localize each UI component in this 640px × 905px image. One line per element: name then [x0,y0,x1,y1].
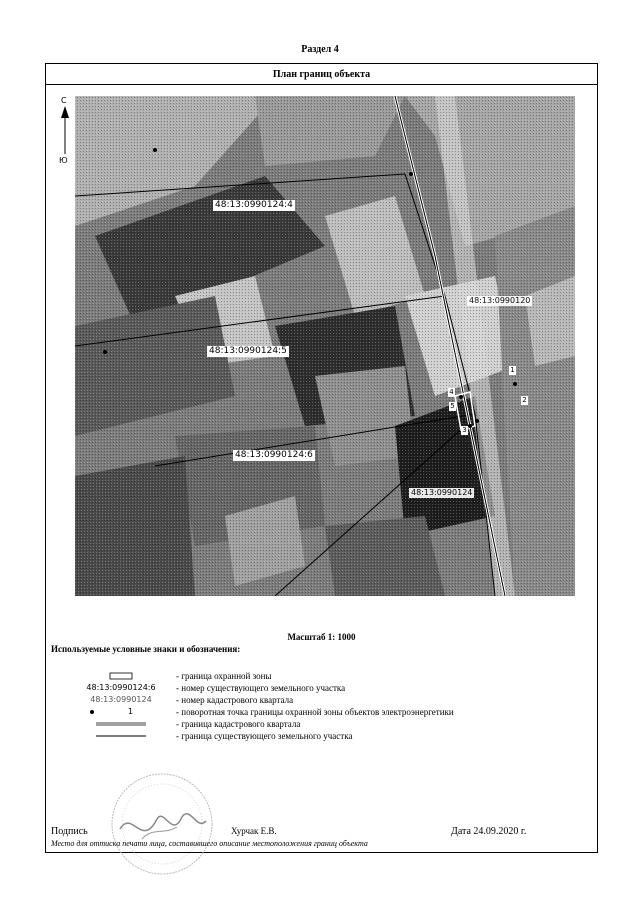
quarter-label: 48:13:0990124 [411,488,473,497]
turning-point-label: 4 [449,388,454,396]
parcel-boundary-symbol-icon [66,730,176,742]
legend-item-parcel-boundary [66,730,566,742]
plan-title: План границ объекта [46,64,597,85]
quarter-label: 48:13:0990120 [469,296,531,305]
signature-label: Подпись [51,826,88,837]
map-image [75,96,575,596]
compass [58,96,74,168]
stamp-seal-icon [102,769,222,879]
compass-north-label: С [61,96,67,105]
legend-symbol-quarter-number: 48:13:0990124 [90,695,152,704]
turning-point-symbol-icon [84,706,144,718]
turning-point-label: 2 [522,396,527,404]
document-date: Дата 24.09.2020 г. [451,826,527,837]
parcel-label: 48:13:0990124:4 [215,200,293,210]
legend-text: - поворотная точка границы охранной зоны объектов электроэнергетики [176,707,454,717]
quarter-boundary-symbol-icon [66,718,176,730]
legend-item-quarter-boundary [66,718,566,730]
signer-name: Хурчак Е.В. [231,826,277,836]
turning-point-label: 1 [510,366,515,374]
legend-item-quarter-number [66,694,566,706]
parcel-label: 48:13:0990124:6 [235,450,313,460]
stamp-note: Место для оттиска печати лица, составившего описание местоположения границ объекта [51,839,368,848]
legend-item-turning-point [66,706,566,718]
legend-text: - номер кадастрового квартала [176,695,294,705]
legend-title: Используемые условные знаки и обозначения: [51,644,241,654]
legend-item-zone-boundary [66,670,566,682]
section-title: Раздел 4 [301,44,339,55]
legend-symbol-point: 1 [128,707,134,716]
legend-text: - граница кадастрового квартала [176,719,301,729]
legend-symbol-parcel-number: 48:13:0990124:6 [86,683,156,692]
legend-text: - граница охранной зоны [176,671,272,681]
legend-item-parcel-number [66,682,566,694]
scale-label: Масштаб 1: 1000 [287,632,356,642]
legend-text: - граница существующего земельного участка [176,731,353,741]
document-frame [45,63,598,853]
aerial-map [75,96,575,596]
turning-point-label: 3 [462,426,467,434]
compass-south-label: Ю [59,156,68,165]
zone-boundary-symbol-icon [66,670,176,682]
parcel-label: 48:13:0990124:5 [209,346,287,356]
legend-text: - номер существующего земельного участка [176,683,346,693]
turning-point-label: 5 [450,402,455,410]
